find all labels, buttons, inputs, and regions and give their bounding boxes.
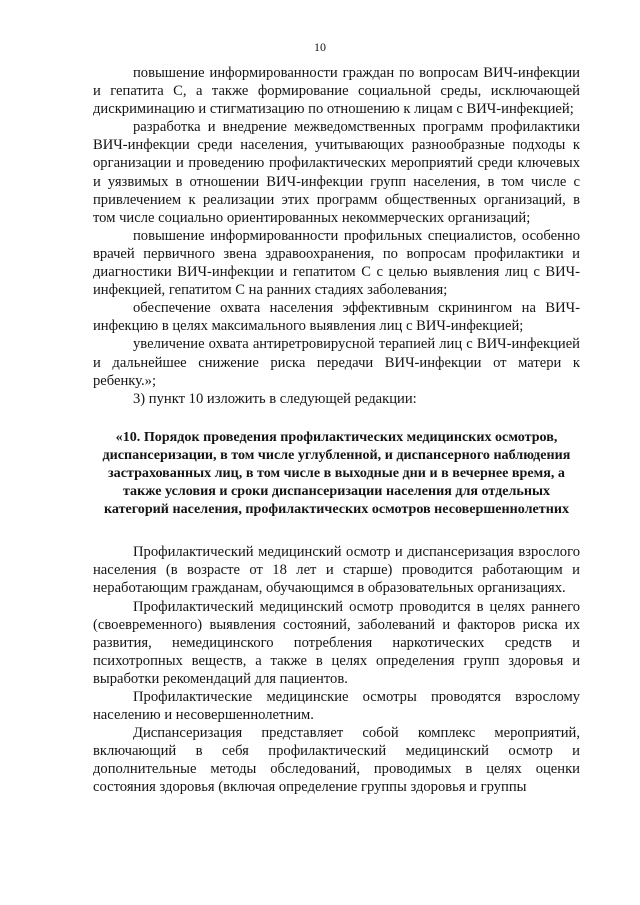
paragraph-antiretroviral-therapy: увеличение охвата антиретровирусной терапией лиц с ВИЧ-инфекцией и дальнейшее снижение риска передачи ВИЧ-инфекции от матери к ребенку.»; <box>93 336 580 389</box>
paragraph-item-10-amendment: 3) пункт 10 изложить в следующей редакции: <box>133 390 417 407</box>
paragraph-preventive-exam-purpose: Профилактический медицинский осмотр проводится в целях раннего (своевременного) выявления состояний, заболеваний и факторов риска их развития, немедицинского потребления наркотических средств и психотропных веществ, а также в целях определения групп здоровья и выработки рекомендаций для пациентов. <box>93 598 580 687</box>
paragraph-dispensarization-definition: Диспансеризация представляет собой комплекс мероприятий, включающий в себя профилактический медицинский осмотр и дополнительные методы обследований, проводимых в целях оценки состояния здоровья (включая определение группы здоровья и группы <box>93 725 580 796</box>
paragraph-preventive-exam-adults: Профилактический медицинский осмотр и диспансеризация взрослого населения (в возрасте от 18 лет и старше) проводится работающим и неработающим гражданам, обучающимся в образовательных организациях. <box>93 544 580 597</box>
paragraph-preventive-exam-population: Профилактические медицинские осмотры проводятся взрослому населению и несовершеннолетним. <box>93 689 580 724</box>
paragraph-specialist-awareness: повышение информированности профильных специалистов, особенно врачей первичного звена здравоохранения, по вопросам профилактики и диагностики ВИЧ-инфекции и гепатитом С с целью выявления лиц с ВИЧ-инфекцией, гепатитом С на ранних стадиях заболевания; <box>93 227 580 299</box>
paragraph-screening-coverage: обеспечение охвата населения эффективным скринингом на ВИЧ-инфекцию в целях максимального выявления лиц с ВИЧ-инфекцией; <box>93 300 580 335</box>
section-heading: «10. Порядок проведения профилактических медицинских осмотров, диспансеризации, в том числе углубленной, и диспансерного наблюдения застрахованных лиц, в том числе в выходные дни и в вечернее время, а также условия и сроки диспансеризации населения для отдельных категорий населения, профилактических осмотров несовершеннолетних <box>102 428 571 518</box>
page-number: 10 <box>314 40 326 54</box>
paragraph-awareness-hiv-hepatitis: повышение информированности граждан по вопросам ВИЧ-инфекции и гепатита С, а также формирование социальной среды, исключающей дискриминацию и стигматизацию по отношению к лицам с ВИЧ-инфекцией; <box>93 65 580 118</box>
document-body <box>93 64 580 797</box>
paragraph-interagency-programs: разработка и внедрение межведомственных программ профилактики ВИЧ-инфекции среди населения, учитывающих разнообразные подходы к организации и проведению профилактических мероприятий среди ключевых и уязвимых в отношении ВИЧ-инфекции групп населения, в том числе с привлечением к реализации этих программ общественных организаций, в том числе социально ориентированных некоммерческих организаций; <box>93 119 580 226</box>
